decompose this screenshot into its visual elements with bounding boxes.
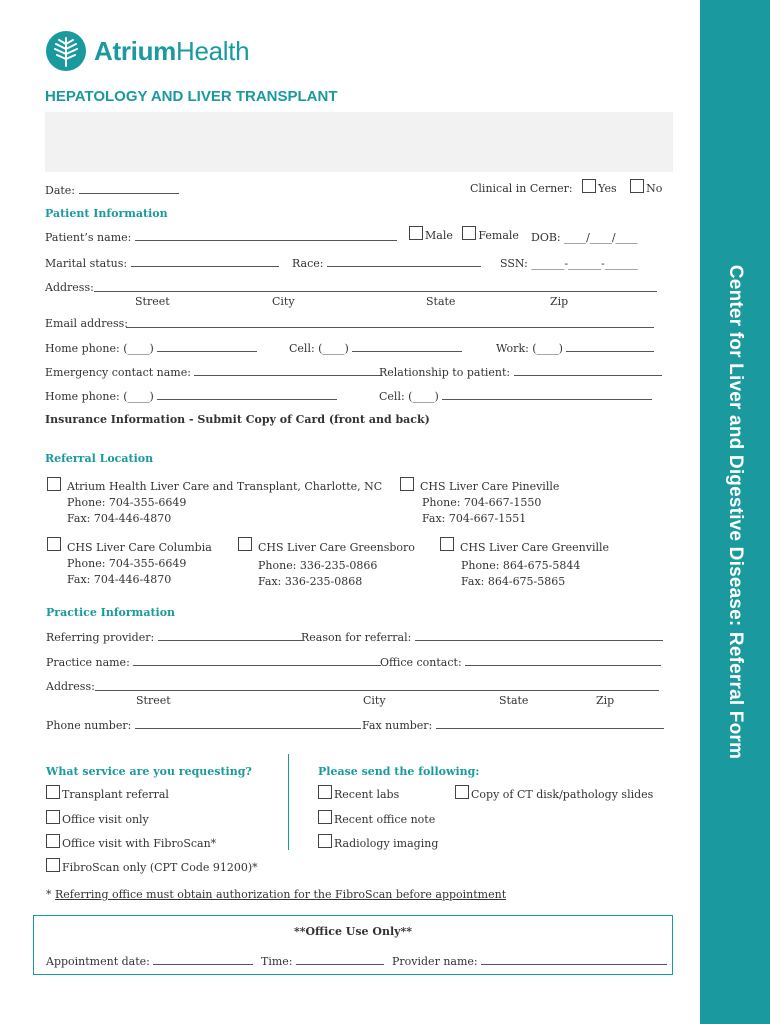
practice-name-row xyxy=(46,656,381,669)
service-label: Office visit only xyxy=(62,813,149,826)
location-checkbox[interactable] xyxy=(440,537,454,551)
office-use-title: **Office Use Only** xyxy=(293,925,413,938)
female-label: Female xyxy=(478,229,519,242)
practice-address-label: Address: xyxy=(46,680,95,693)
appointment-field[interactable] xyxy=(153,955,253,965)
send-label: Recent labs xyxy=(334,788,400,801)
cerner-no-checkbox[interactable] xyxy=(630,179,644,193)
fibroscan-note xyxy=(46,888,506,901)
location-phone: Phone: 864-675-5844 xyxy=(461,559,581,572)
service-label: Office visit with FibroScan* xyxy=(62,837,217,850)
location-fax: Fax: 704-446-4870 xyxy=(67,512,172,525)
atrium-leaf-icon xyxy=(45,30,87,72)
service-checkbox[interactable] xyxy=(46,834,60,848)
location-checkbox[interactable] xyxy=(47,477,61,491)
reason-field[interactable] xyxy=(415,631,663,641)
relationship-field[interactable] xyxy=(514,366,662,376)
brand-logo xyxy=(45,30,87,72)
emergency-row xyxy=(45,366,382,379)
city-label: City xyxy=(272,295,295,308)
appointment-row xyxy=(46,955,253,968)
provider-label: Referring provider: xyxy=(46,631,155,644)
cell2-row xyxy=(379,390,652,403)
practice-state-label: State xyxy=(499,694,529,707)
service-office-fibroscan[interactable] xyxy=(46,834,216,850)
cell-field[interactable] xyxy=(352,342,462,352)
send-heading: Please send the following: xyxy=(318,765,480,778)
insurance-heading: Insurance Information - Submit Copy of Card (front and back) xyxy=(45,413,430,426)
service-transplant[interactable] xyxy=(46,785,169,801)
cerner-label: Clinical in Cerner: xyxy=(470,182,573,195)
service-checkbox[interactable] xyxy=(46,785,60,799)
location-phone: Phone: 704-667-1550 xyxy=(422,496,542,509)
send-checkbox[interactable] xyxy=(318,810,332,824)
home-phone2-label: Home phone: (____) xyxy=(45,390,154,403)
appointment-label: Appointment date: xyxy=(46,955,150,968)
patient-heading: Patient Information xyxy=(45,207,168,220)
practice-name-label: Practice name: xyxy=(46,656,130,669)
department-title: HEPATOLOGY AND LIVER TRANSPLANT xyxy=(45,88,338,105)
home-phone-label: Home phone: (____) xyxy=(45,342,154,355)
state-label: State xyxy=(426,295,456,308)
practice-fax-row xyxy=(362,719,664,732)
zip-label: Zip xyxy=(550,295,569,308)
brand-name-bold: Atrium xyxy=(94,36,176,66)
location-name: CHS Liver Care Greenville xyxy=(460,541,610,554)
send-label: Copy of CT disk/pathology slides xyxy=(471,788,654,801)
office-provider-label: Provider name: xyxy=(392,955,478,968)
cell-label: Cell: (____) xyxy=(289,342,349,355)
cerner-yes-checkbox[interactable] xyxy=(582,179,596,193)
practice-street-label: Street xyxy=(136,694,171,707)
brand-name-regular: Health xyxy=(175,36,250,66)
service-label: FibroScan only (CPT Code 91200)* xyxy=(62,861,258,874)
practice-fax-label: Fax number: xyxy=(362,719,433,732)
patient-name-row xyxy=(45,231,397,244)
send-checkbox[interactable] xyxy=(455,785,469,799)
home-phone2-field[interactable] xyxy=(157,390,337,400)
services-heading: What service are you requesting? xyxy=(46,765,252,778)
marital-label: Marital status: xyxy=(45,257,128,270)
practice-phone-row xyxy=(46,719,361,732)
service-office-visit[interactable] xyxy=(46,810,149,826)
race-label: Race: xyxy=(292,257,324,270)
work-row xyxy=(496,342,654,355)
location-phone: Phone: 336-235-0866 xyxy=(258,559,378,572)
service-label: Transplant referral xyxy=(62,788,169,801)
office-provider-field[interactable] xyxy=(481,955,667,965)
patient-address-field[interactable] xyxy=(94,291,657,292)
practice-phone-field[interactable] xyxy=(135,719,361,729)
location-checkbox[interactable] xyxy=(400,477,414,491)
date-label: Date: xyxy=(45,184,76,197)
race-row xyxy=(292,257,481,270)
send-checkbox[interactable] xyxy=(318,785,332,799)
send-office-note[interactable] xyxy=(318,810,435,826)
time-label: Time: xyxy=(261,955,293,968)
column-divider xyxy=(288,754,289,850)
male-label: Male xyxy=(425,229,453,242)
office-contact-field[interactable] xyxy=(465,656,661,666)
practice-heading: Practice Information xyxy=(46,606,176,619)
reason-label: Reason for referral: xyxy=(301,631,412,644)
practice-address-field[interactable] xyxy=(95,690,659,691)
note-star: * xyxy=(46,888,55,901)
location-fax: Fax: 864-675-5865 xyxy=(461,575,566,588)
cerner-row xyxy=(470,179,662,195)
cerner-yes-label: Yes xyxy=(598,182,617,195)
address-label: Address: xyxy=(45,281,94,294)
dob-field[interactable]: DOB: ____/____/____ xyxy=(531,231,638,244)
location-checkbox[interactable] xyxy=(47,537,61,551)
location-name: CHS Liver Care Columbia xyxy=(67,541,212,554)
referral-heading: Referral Location xyxy=(45,452,154,465)
emergency-label: Emergency contact name: xyxy=(45,366,191,379)
location-fax: Fax: 704-667-1551 xyxy=(422,512,527,525)
send-ct[interactable] xyxy=(455,785,653,801)
female-checkbox[interactable] xyxy=(462,226,476,240)
location-name: Atrium Health Liver Care and Transplant, Charlotte, NC xyxy=(67,480,383,493)
emergency-field[interactable] xyxy=(194,366,382,376)
home-phone-row xyxy=(45,342,257,355)
provider-field[interactable] xyxy=(158,631,302,641)
brand-name xyxy=(94,36,249,67)
home-phone-field[interactable] xyxy=(157,342,257,352)
send-labs[interactable] xyxy=(318,785,399,801)
practice-zip-label: Zip xyxy=(596,694,615,707)
time-field[interactable] xyxy=(296,955,384,965)
work-field[interactable] xyxy=(566,342,654,352)
time-row xyxy=(261,955,384,968)
location-phone: Phone: 704-355-6649 xyxy=(67,557,187,570)
practice-phone-label: Phone number: xyxy=(46,719,132,732)
relationship-row xyxy=(379,366,662,379)
form-title: Center for Liver and Digestive Disease: Referral Form xyxy=(725,264,746,760)
work-label: Work: (____) xyxy=(496,342,563,355)
location-phone: Phone: 704-355-6649 xyxy=(67,496,187,509)
practice-name-field[interactable] xyxy=(133,656,381,666)
location-fax: Fax: 336-235-0868 xyxy=(258,575,363,588)
office-provider-row xyxy=(392,955,667,968)
note-text: Referring office must obtain authorization for the FibroScan before appointment xyxy=(55,888,507,901)
send-imaging[interactable] xyxy=(318,834,438,850)
send-label: Radiology imaging xyxy=(334,837,439,850)
email-label: Email address: xyxy=(45,317,128,330)
service-fibroscan-only[interactable] xyxy=(46,858,258,874)
reason-row xyxy=(301,631,663,644)
cell2-label: Cell: (____) xyxy=(379,390,439,403)
practice-city-label: City xyxy=(363,694,386,707)
location-checkbox[interactable] xyxy=(238,537,252,551)
service-checkbox[interactable] xyxy=(46,810,60,824)
cell2-field[interactable] xyxy=(442,390,652,400)
relationship-label: Relationship to patient: xyxy=(379,366,511,379)
cerner-no-label: No xyxy=(646,182,663,195)
header-box xyxy=(45,112,673,172)
ssn-field[interactable]: SSN: ______-______-______ xyxy=(500,257,638,270)
office-contact-row xyxy=(380,656,661,669)
sex-row xyxy=(409,226,519,242)
send-label: Recent office note xyxy=(334,813,436,826)
location-name: CHS Liver Care Pineville xyxy=(420,480,560,493)
date-row xyxy=(45,184,179,197)
location-fax: Fax: 704-446-4870 xyxy=(67,573,172,586)
send-checkbox[interactable] xyxy=(318,834,332,848)
male-checkbox[interactable] xyxy=(409,226,423,240)
street-label: Street xyxy=(135,295,170,308)
home-phone2-row xyxy=(45,390,337,403)
office-contact-label: Office contact: xyxy=(380,656,462,669)
location-name: CHS Liver Care Greensboro xyxy=(258,541,415,554)
marital-row xyxy=(45,257,279,270)
patient-name-label: Patient’s name: xyxy=(45,231,132,244)
practice-fax-field[interactable] xyxy=(436,719,664,729)
date-field[interactable] xyxy=(79,184,179,194)
cell-row xyxy=(289,342,462,355)
race-field[interactable] xyxy=(327,257,481,267)
marital-field[interactable] xyxy=(131,257,279,267)
provider-row xyxy=(46,631,302,644)
email-field[interactable] xyxy=(126,327,654,328)
patient-name-field[interactable] xyxy=(135,231,397,241)
service-checkbox[interactable] xyxy=(46,858,60,872)
